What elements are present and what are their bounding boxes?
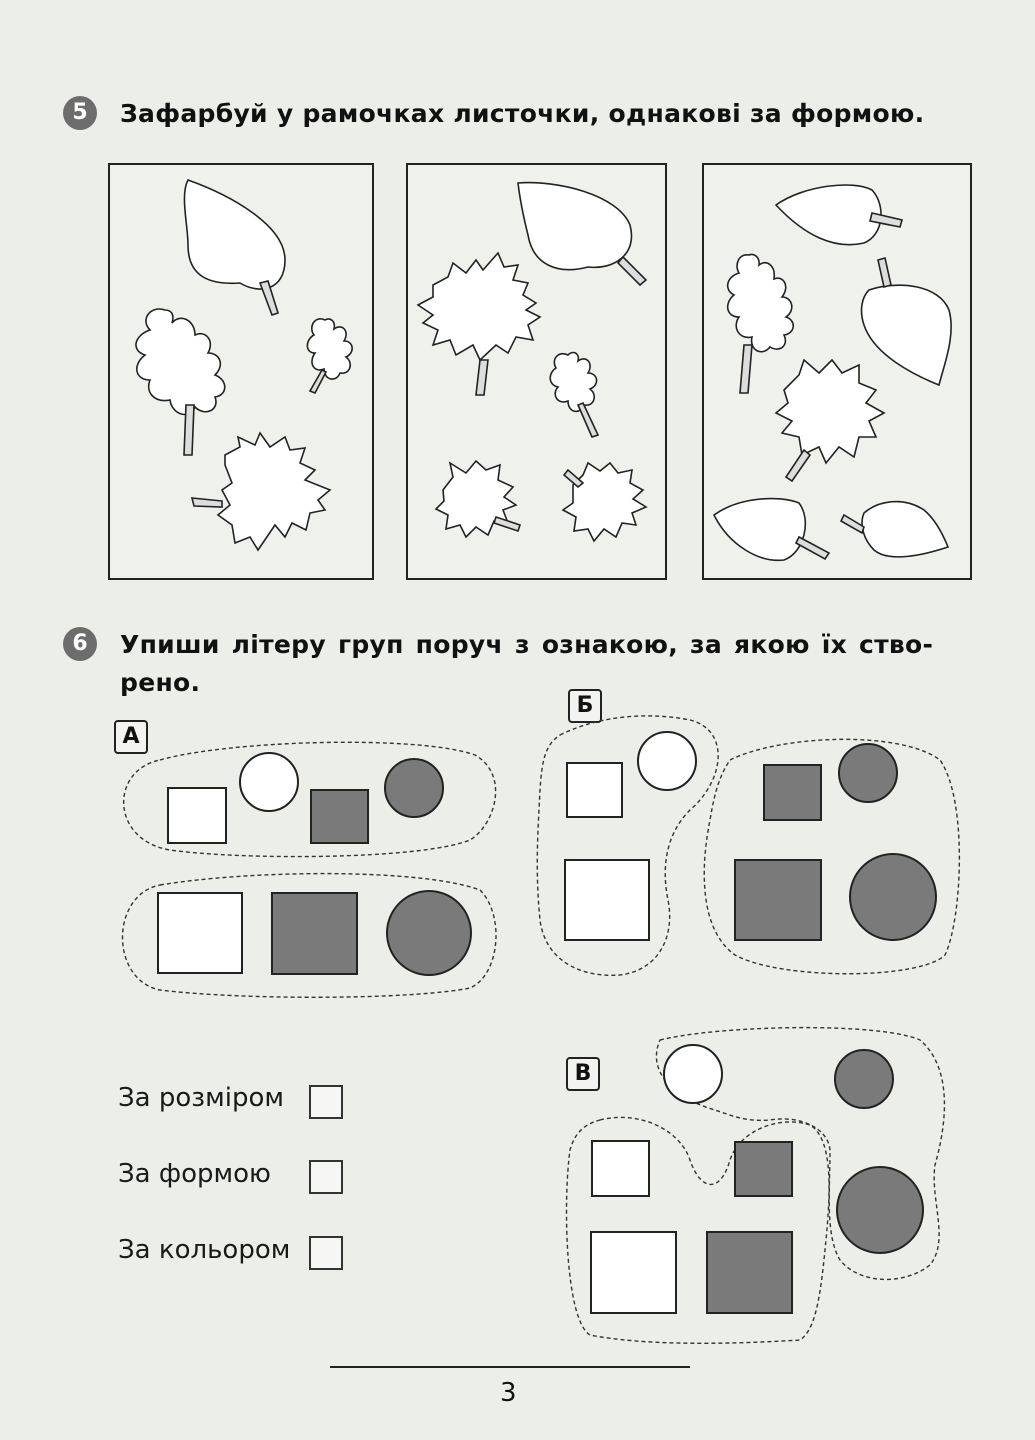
square-large-white — [158, 893, 242, 973]
option-by-size-checkbox[interactable] — [309, 1085, 343, 1119]
square-small-dark — [735, 1142, 792, 1196]
task-5-title: Зафарбуй у рамочках листочки, однакові за формою. — [120, 99, 925, 128]
option-by-shape-label: За формою — [118, 1159, 271, 1189]
task-5-badge: 5 — [63, 96, 97, 130]
circle-small-dark — [835, 1050, 893, 1108]
circle-small-white — [240, 753, 298, 811]
group-label-a: А — [114, 720, 148, 754]
footer-divider — [330, 1366, 690, 1368]
square-small-dark — [764, 765, 821, 820]
circle-large-dark — [850, 854, 936, 940]
option-by-color-label: За кольором — [118, 1235, 291, 1265]
square-small-dark — [311, 790, 368, 843]
option-by-color-checkbox[interactable] — [309, 1236, 343, 1270]
task-6-badge: 6 — [63, 627, 97, 661]
page-number: 3 — [500, 1378, 517, 1408]
square-large-dark — [707, 1232, 792, 1313]
circle-large-dark — [837, 1167, 923, 1253]
square-small-white — [567, 763, 622, 817]
circle-large-dark — [387, 891, 471, 975]
circle-small-dark — [385, 759, 443, 817]
square-large-white — [565, 860, 649, 940]
circle-small-dark — [839, 744, 897, 802]
circle-small-white — [638, 732, 696, 790]
task-6-title-line-1: Упиши літеру груп поруч з ознакою, за якою їх ство- — [120, 630, 934, 659]
circle-small-white — [664, 1045, 722, 1103]
square-small-white — [168, 788, 226, 843]
square-large-white — [591, 1232, 676, 1313]
group-label-b: Б — [568, 689, 602, 723]
option-by-size-label: За розміром — [118, 1083, 284, 1113]
square-small-white — [592, 1141, 649, 1196]
square-large-dark — [735, 860, 821, 940]
task-6-title-line-2: рено. — [120, 668, 201, 697]
square-large-dark — [272, 893, 357, 974]
group-label-v: В — [566, 1057, 600, 1091]
option-by-shape-checkbox[interactable] — [309, 1160, 343, 1194]
